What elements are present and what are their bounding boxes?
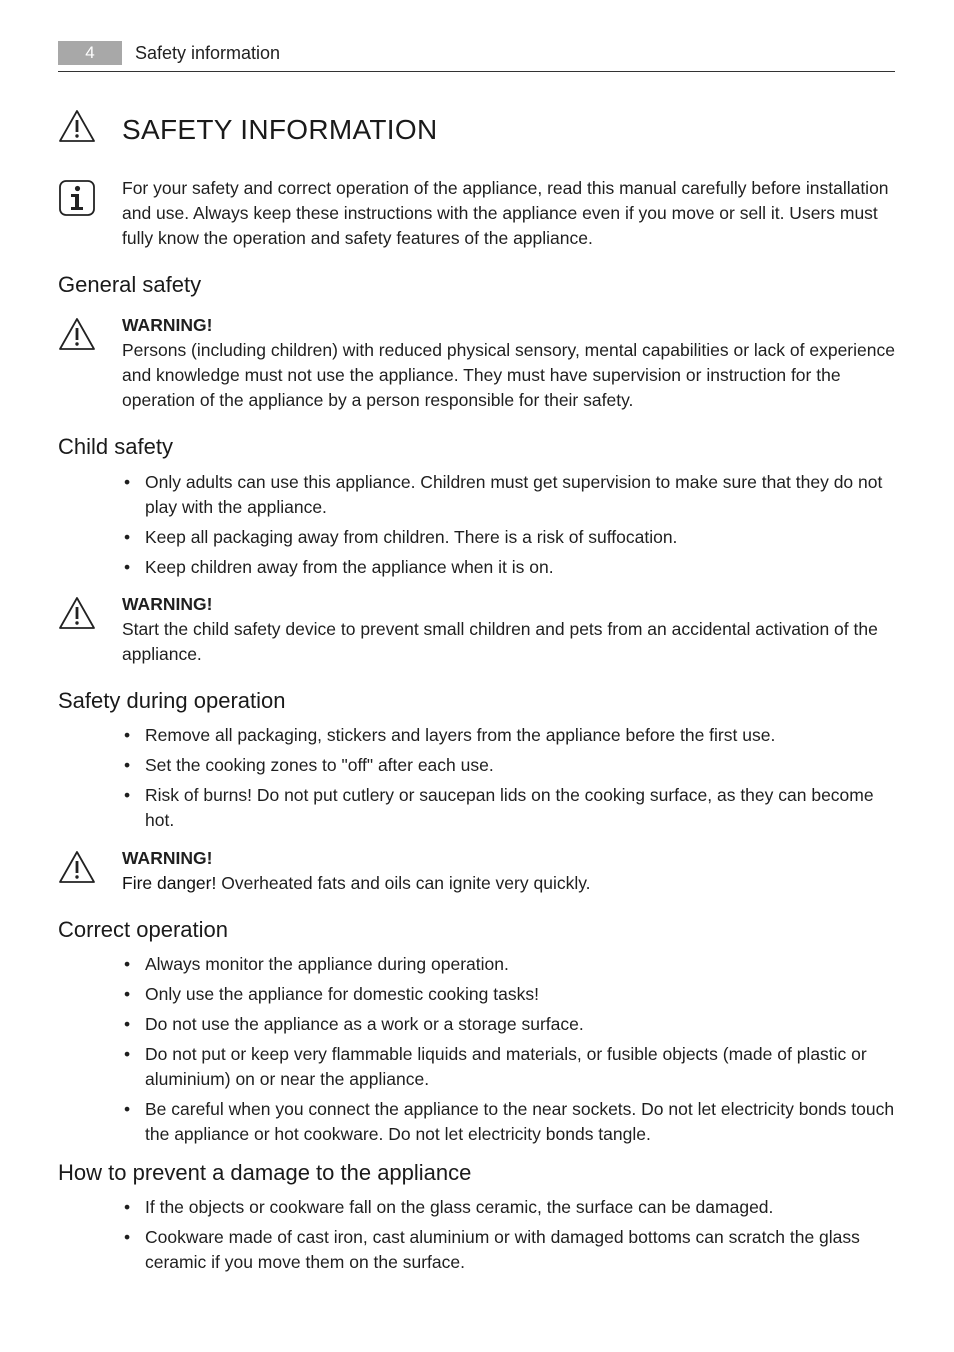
prevent-damage-list — [122, 1195, 897, 1280]
list-item: • Set the cooking zones to "off" after each use. — [122, 753, 897, 778]
warning-lead: Fire danger! — [122, 873, 217, 893]
list-item: • Risk of burns! Do not put cutlery or saucepan lids on the cooking surface, as they can become hot. — [122, 783, 897, 833]
page-title: SAFETY INFORMATION — [122, 114, 438, 145]
section-heading-safety-during-operation: Safety during operation — [58, 688, 286, 713]
list-item: • Do not put or keep very flammable liquids and materials, or fusible objects (made of plastic or aluminium) on or near the appliance. — [122, 1042, 897, 1092]
warning-triangle-icon — [58, 849, 96, 885]
warning-label: WARNING! — [122, 315, 213, 335]
running-title: Safety information — [135, 43, 281, 63]
list-item: • Always monitor the appliance during operation. — [122, 952, 897, 977]
list-item: • Be careful when you connect the appliance to the near sockets. Do not let electricity bonds touch the appliance or hot cookware. Do not let electricity bonds tangle. — [122, 1097, 897, 1147]
safety-during-operation-list — [122, 723, 897, 838]
info-icon — [58, 180, 96, 216]
list-item: • Keep all packaging away from children. There is a risk of suffocation. — [122, 525, 897, 550]
list-item: • Keep children away from the appliance when it is on. — [122, 555, 897, 580]
warning-label: WARNING! — [122, 848, 213, 868]
correct-operation-list — [122, 952, 897, 1152]
warning-text: Start the child safety device to prevent small children and pets from an accidental activation of the appliance. — [122, 619, 878, 664]
list-item: • If the objects or cookware fall on the glass ceramic, the surface can be damaged. — [122, 1195, 897, 1220]
section-heading-prevent-damage: How to prevent a damage to the appliance — [58, 1160, 472, 1185]
list-item: • Only adults can use this appliance. Children must get supervision to make sure that they do not play with the appliance. — [122, 470, 897, 520]
warning-triangle-icon — [58, 108, 96, 144]
section-heading-child-safety: Child safety — [58, 434, 173, 459]
intro-text: For your safety and correct operation of the appliance, read this manual carefully before installation and use. Always keep these instructions with the appliance even if you move or sell it. Users must fully know the operation and safety features of the appliance. — [122, 178, 889, 248]
page-number: 4 — [58, 41, 122, 65]
warning-triangle-icon — [58, 316, 96, 352]
list-item: • Do not use the appliance as a work or a storage surface. — [122, 1012, 897, 1037]
child-safety-list — [122, 470, 897, 585]
warning-triangle-icon — [58, 595, 96, 631]
warning-text — [122, 871, 897, 896]
list-item: • Remove all packaging, stickers and layers from the appliance before the first use. — [122, 723, 897, 748]
list-item: • Cookware made of cast iron, cast aluminium or with damaged bottoms can scratch the glass ceramic if you move them on the surface. — [122, 1225, 897, 1275]
section-heading-correct-operation: Correct operation — [58, 917, 228, 942]
warning-body: Overheated fats and oils can ignite very quickly. — [216, 873, 591, 893]
page-header — [58, 40, 895, 72]
warning-label: WARNING! — [122, 594, 213, 614]
list-item: • Only use the appliance for domestic cooking tasks! — [122, 982, 897, 1007]
section-heading-general-safety: General safety — [58, 272, 202, 297]
warning-text: Persons (including children) with reduced physical sensory, mental capabilities or lack of experience and knowledge must not use the appliance. They must have supervision or instruction for the operation of the appliance by a person responsible for their safety. — [122, 340, 895, 410]
